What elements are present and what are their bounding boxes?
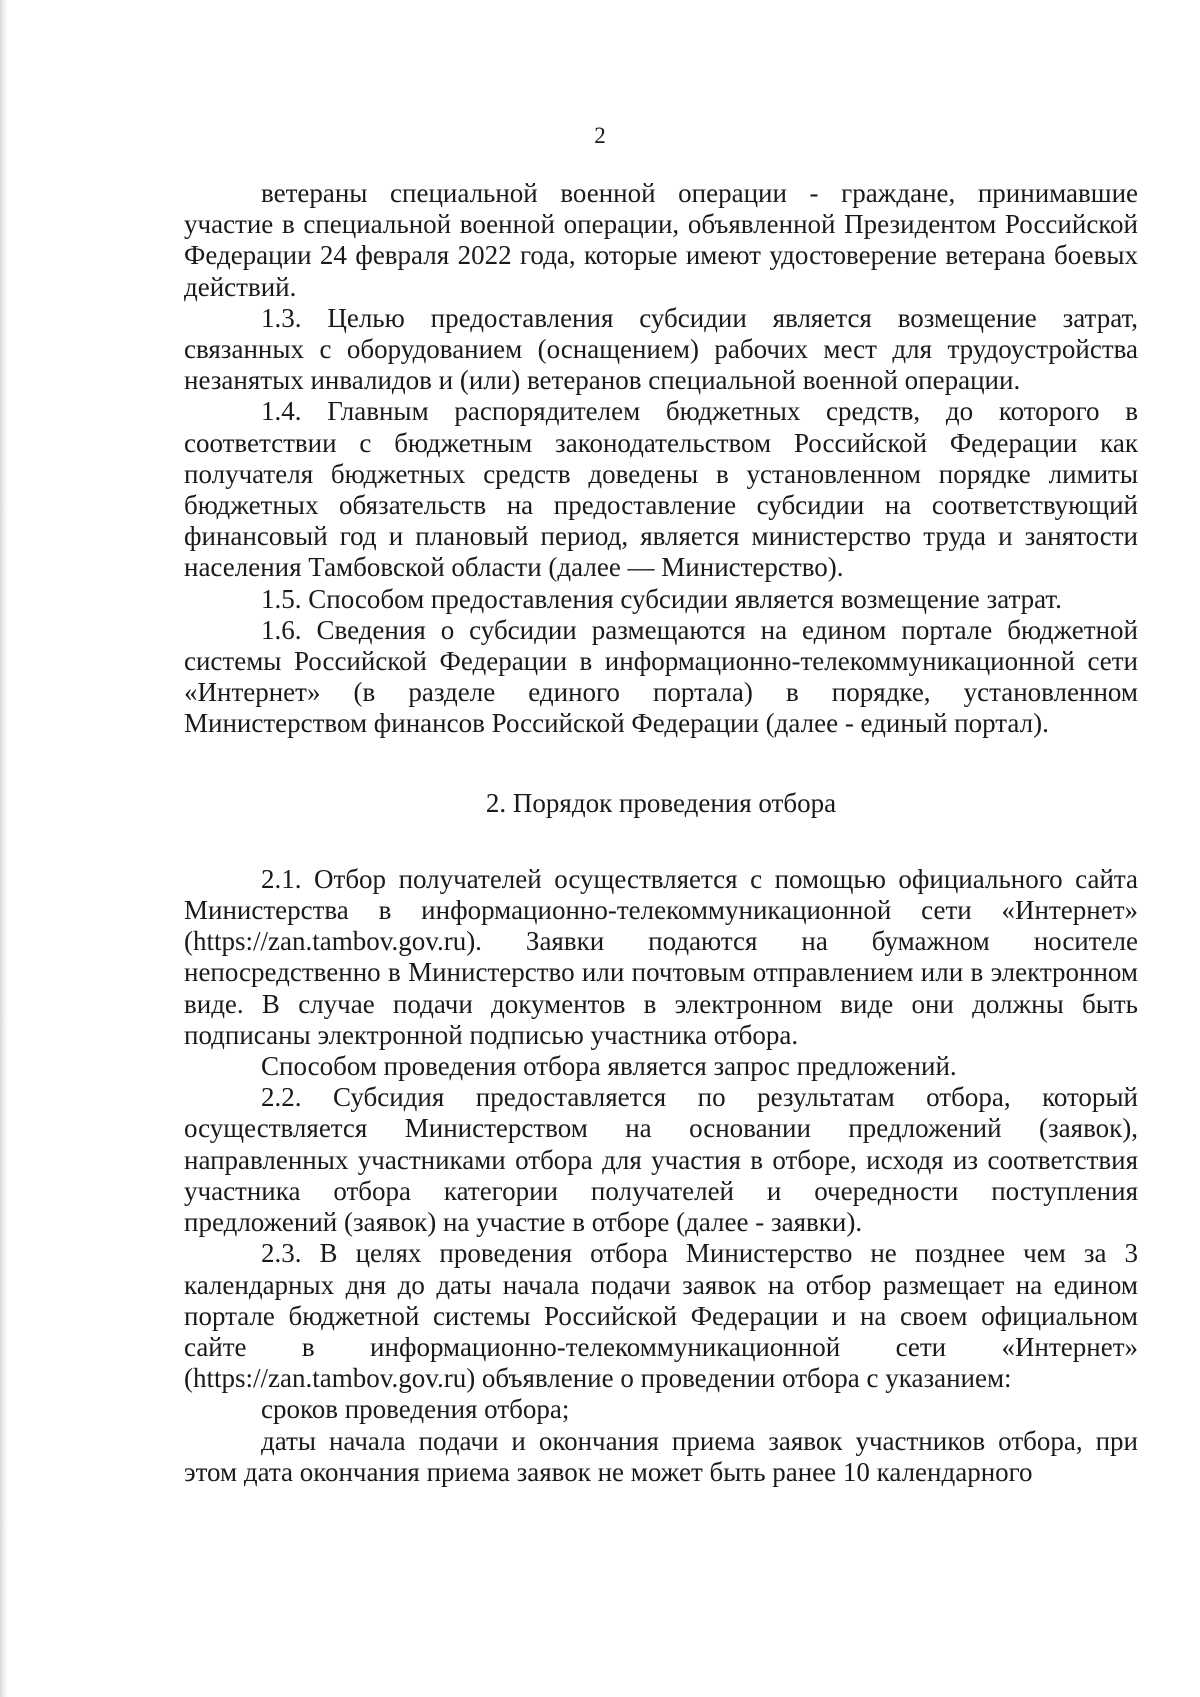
paragraph-selection-method: Способом проведения отбора является запрос предложений. xyxy=(261,1051,957,1082)
paragraph-2-1: 2.1. Отбор получателей осуществляется с помощью официального сайта Министерства в информационно-телекоммуникационной сети «Интернет» (https://zan.tambov.gov.ru). Заявки подаются на бумажном носителе непосредственно в Министерство или почтовым отправлением или в электронном виде. В случае подачи документов в электронном виде они должны быть подписаны электронной подписью участника отбора. xyxy=(184,863,1138,1050)
paragraph-1-4: 1.4. Главным распорядителем бюджетных средств, до которого в соответствии с бюджетным законодательством Российской Федерации как получателя бюджетных средств доведены в установленном порядке лимиты бюджетных обязательств на предоставление субсидии на соответствующий финансовый год и плановый период, является министерство труда и занятости населения Тамбовской области (далее — Министерство). xyxy=(184,396,1138,583)
paragraph-application-dates: даты начала подачи и окончания приема заявок участников отбора, при этом дата окончания приема заявок не может быть ранее 10 календарного xyxy=(184,1425,1138,1487)
paragraph-1-5: 1.5. Способом предоставления субсидии является возмещение затрат. xyxy=(261,583,1062,614)
paragraph-veterans-definition: ветераны специальной военной операции - граждане, принимавшие участие в специальной военной операции, объявленной Президентом Российской Федерации 24 февраля 2022 года, которые имеют удостоверение ветерана боевых действий. xyxy=(184,178,1138,302)
paragraph-1-3: 1.3. Целью предоставления субсидии является возмещение затрат, связанных с оборудованием (оснащением) рабочих мест для трудоустройства незанятых инвалидов и (или) ветеранов специальной военной операции. xyxy=(184,302,1138,396)
page-number: 2 xyxy=(594,123,606,148)
paragraph-2-2: 2.2. Субсидия предоставляется по результатам отбора, который осуществляется Министерством на основании предложений (заявок), направленных участниками отбора для участия в отборе, исходя из соответствия участника отбора категории получателей и очередности поступления предложений (заявок) на участие в отборе (далее - заявки). xyxy=(184,1082,1138,1238)
paragraph-1-6: 1.6. Сведения о субсидии размещаются на едином портале бюджетной системы Российской Федерации в информационно-телекоммуникационной сети «Интернет» (в разделе единого портала) в порядке, установленном Министерством финансов Российской Федерации (далее - единый портал). xyxy=(184,614,1138,739)
paragraph-2-3: 2.3. В целях проведения отбора Министерство не позднее чем за 3 календарных дня до даты начала подачи заявок на отбор размещает на едином портале бюджетной системы Российской Федерации и на своем официальном сайте в информационно-телекоммуникационной сети «Интернет» (https://zan.tambov.gov.ru) объявление о проведении отбора с указанием: xyxy=(184,1238,1138,1394)
scan-edge-shadow xyxy=(0,0,8,1697)
paragraph-selection-terms: сроков проведения отбора; xyxy=(261,1394,570,1425)
section-2-heading: 2. Порядок проведения отбора xyxy=(485,787,837,818)
document-body xyxy=(184,178,1138,1488)
